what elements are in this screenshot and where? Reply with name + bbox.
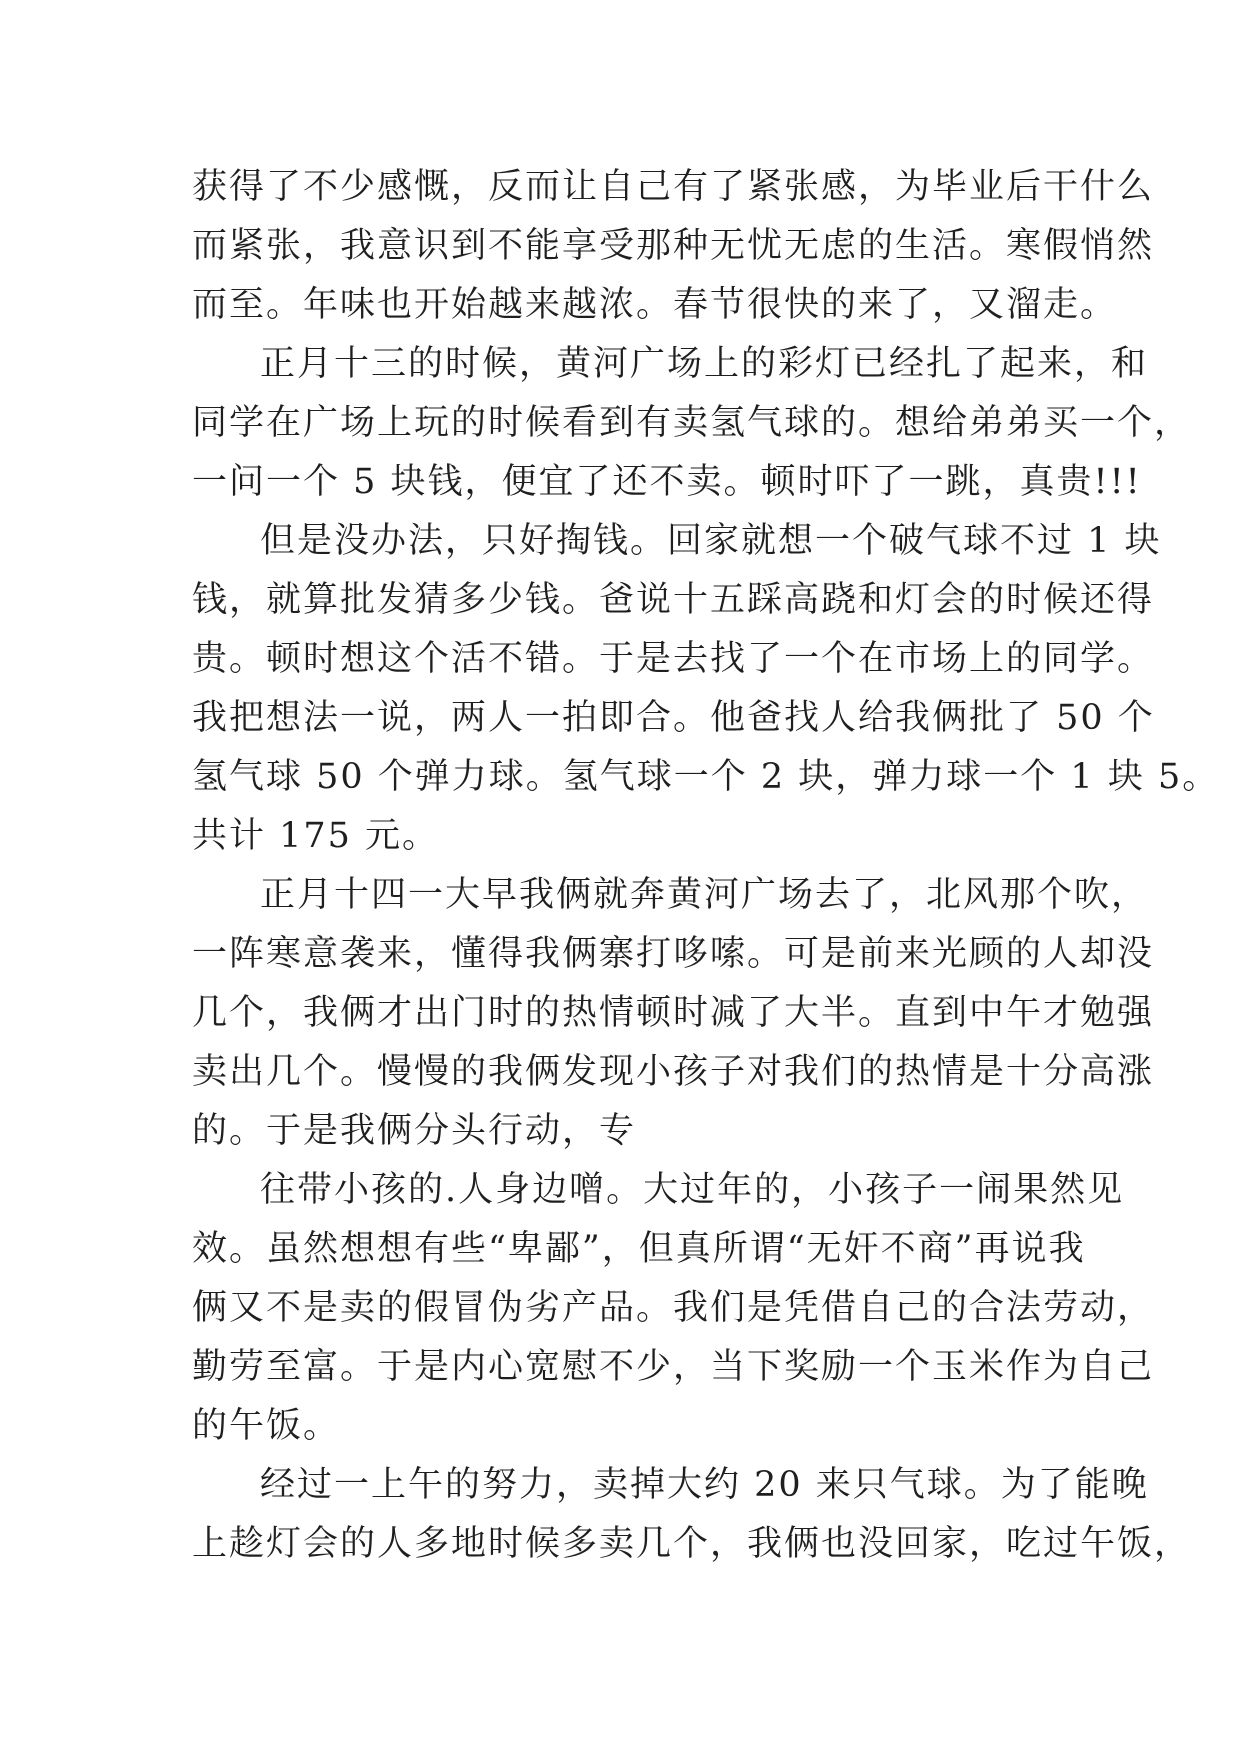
text-line: 氢气球 50 个弹力球。氢气球一个 2 块，弹力球一个 1 块 5。 bbox=[192, 757, 1220, 797]
text-line: 我把想法一说，两人一拍即合。他爸找人给我俩批了 50 个 bbox=[192, 698, 1155, 738]
paragraph bbox=[192, 866, 1155, 1161]
text-line: 的。于是我俩分头行动，专 bbox=[192, 1111, 637, 1151]
text-line: 上趁灯会的人多地时候多卖几个，我俩也没回家，吃过午饭， bbox=[192, 1524, 1192, 1564]
paragraph bbox=[192, 1161, 1155, 1456]
text-line: 的午饭。 bbox=[192, 1406, 341, 1446]
text-line: 几个，我俩才出门时的热情顿时减了大半。直到中午才勉强 bbox=[192, 993, 1155, 1033]
paragraph bbox=[192, 335, 1192, 512]
text-line: 往带小孩的.人身边噌。大过年的，小孩子一闹果然见 bbox=[260, 1170, 1125, 1210]
text-line: 而紧张，我意识到不能享受那种无忧无虑的生活。寒假悄然 bbox=[192, 226, 1155, 266]
text-line: 而至。年味也开始越来越浓。春节很快的来了，又溜走。 bbox=[192, 285, 1118, 325]
text-line: 正月十四一大早我俩就奔黄河广场去了，北风那个吹， bbox=[260, 875, 1149, 915]
paragraph bbox=[192, 158, 1155, 335]
text-line: 共计 175 元。 bbox=[192, 816, 440, 856]
text-line: 经过一上午的努力，卖掉大约 20 来只气球。为了能晚 bbox=[260, 1465, 1149, 1505]
text-line: 勤劳至富。于是内心宽慰不少，当下奖励一个玉米作为自己 bbox=[192, 1347, 1155, 1387]
text-line: 但是没办法，只好掏钱。回家就想一个破气球不过 1 块 bbox=[260, 521, 1162, 561]
text-line: 贵。顿时想这个活不错。于是去找了一个在市场上的同学。 bbox=[192, 639, 1155, 679]
text-line: 正月十三的时候，黄河广场上的彩灯已经扎了起来，和 bbox=[260, 344, 1149, 384]
text-line: 卖出几个。慢慢的我俩发现小孩子对我们的热情是十分高涨 bbox=[192, 1052, 1155, 1092]
text-line: 获得了不少感慨，反而让自己有了紧张感，为毕业后干什么 bbox=[192, 167, 1155, 207]
text-line: 同学在广场上玩的时候看到有卖氢气球的。想给弟弟买一个， bbox=[192, 403, 1192, 443]
body-text bbox=[192, 158, 1220, 1574]
paragraph bbox=[192, 512, 1220, 866]
text-line: 一阵寒意袭来，懂得我俩寨打哆嗦。可是前来光顾的人却没 bbox=[192, 934, 1155, 974]
text-line: 效。虽然想想有些“卑鄙”，但真所谓“无奸不商”再说我 bbox=[192, 1229, 1086, 1269]
paragraph bbox=[192, 1456, 1192, 1574]
text-line: 俩又不是卖的假冒伪劣产品。我们是凭借自己的合法劳动， bbox=[192, 1288, 1155, 1328]
text-line: 一问一个 5 块钱，便宜了还不卖。顿时吓了一跳，真贵!!! bbox=[192, 462, 1142, 502]
text-line: 钱，就算批发猜多少钱。爸说十五踩高跷和灯会的时候还得 bbox=[192, 580, 1155, 620]
